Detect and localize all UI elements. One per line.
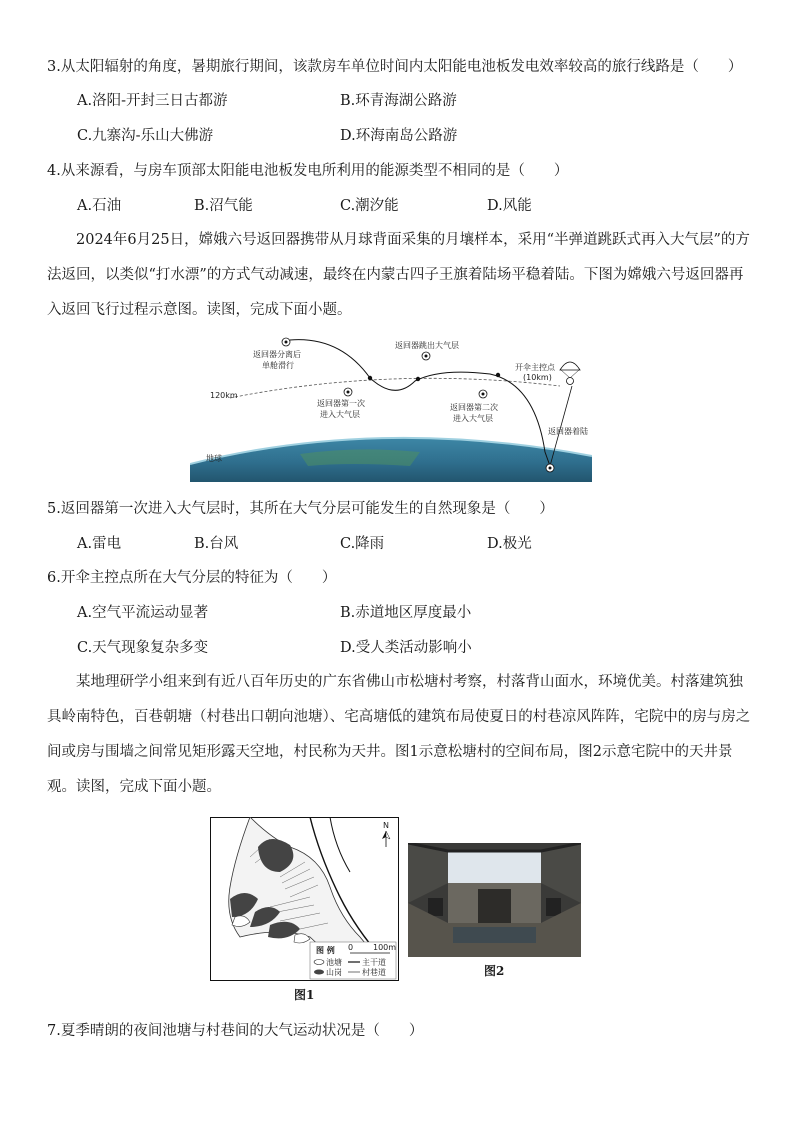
label-first: 返回器第一次 — [317, 399, 365, 408]
q6-stem: 6.开伞主控点所在大气分层的特征为（ ） — [47, 570, 337, 586]
label-exit: 返回器跳出大气层 — [395, 341, 459, 350]
legend-pond-symbol — [314, 960, 324, 965]
q3-option-a: A.洛阳-开封三日古都游 — [77, 93, 228, 109]
label-separate2: 单舱滑行 — [262, 361, 294, 370]
q6-option-b: B.赤道地区厚度最小 — [340, 605, 472, 621]
q5-stem: 5.返回器第一次进入大气层时，其所在大气分层可能发生的自然现象是（ ） — [47, 501, 554, 517]
second-entry-point — [496, 373, 500, 377]
scale-0: 0 — [348, 943, 354, 952]
legend-hill: 山岗 — [326, 968, 342, 977]
legend-pond: 池塘 — [326, 958, 342, 967]
label-separate: 返回器分离后 — [253, 350, 301, 359]
reentry-diagram — [190, 326, 592, 482]
capsule-icon — [479, 390, 487, 398]
label-landing: 返回器着陆 — [548, 427, 588, 436]
atmosphere-120km-line — [230, 378, 560, 398]
q4-option-c: C.潮汐能 — [340, 198, 399, 214]
passage-change6: 2024年6月25日，嫦娥六号返回器携带从月球背面采集的月壤样本，采用“半弹道跳跃式再入大气层”的方法返回，以类似“打水漂”的方式气动减速，最终在内蒙古四子王旗着陆场平稳着陆。下图为嫦娥六号返回器再入返回飞行过程示意图。读图，完成下面小题。 — [47, 232, 750, 318]
q4-option-b: B.沼气能 — [194, 198, 253, 214]
legend-hill-symbol — [314, 970, 324, 975]
q7-stem: 7.夏季晴朗的夜间池塘与村巷间的大气运动状况是（ ） — [47, 1023, 424, 1039]
q5-option-c: C.降雨 — [340, 536, 385, 552]
courtyard-photo — [408, 843, 581, 957]
label-first2: 进入大气层 — [320, 410, 360, 419]
q3-option-d: D.环海南岛公路游 — [340, 128, 458, 144]
north-label: N — [383, 821, 389, 830]
q5-option-a: A.雷电 — [77, 536, 122, 552]
q6-option-a: A.空气平流运动显著 — [77, 605, 209, 621]
legend-main: 主干道 — [362, 958, 386, 967]
label-earth: 地球 — [206, 454, 222, 463]
sky-opening — [448, 851, 541, 883]
legend-title: 图 例 — [316, 946, 335, 955]
label-parachute2: (10km) — [523, 373, 552, 382]
q6-option-d: D.受人类活动影响小 — [340, 640, 472, 656]
q5-option-d: D.极光 — [487, 536, 532, 552]
q3-option-b: B.环青海湖公路游 — [340, 93, 457, 109]
label-second: 返回器第二次 — [450, 403, 498, 412]
capsule-icon — [282, 338, 290, 346]
exit-point — [416, 377, 420, 381]
first-entry-point — [368, 376, 372, 380]
figure2-caption: 图2 — [484, 964, 505, 978]
q3-option-c: C.九寨沟-乐山大佛游 — [77, 128, 214, 144]
capsule-icon — [422, 352, 430, 360]
village-map — [210, 817, 400, 982]
legend-lane: 村巷道 — [362, 968, 386, 977]
q4-stem: 4.从来源看，与房车顶部太阳能电池板发电所利用的能源类型不相同的是（ ） — [47, 163, 569, 179]
capsule-icon — [344, 388, 352, 396]
landed-capsule-icon — [546, 464, 554, 472]
passage-songtang: 某地理研学小组来到有近八百年历史的广东省佛山市松塘村考察，村落背山面水，环境优美。村落建筑独具岭南特色，百巷朝塘（村巷出口朝向池塘）、宅高塘低的建筑布局使夏日的村巷凉风阵阵，宅院中的房与房之间或房与围墙之间常见矩形露天空地，村民称为天井。图1示意松塘村的空间布局，图2示意宅院中的天井景观。读图，完成下面小题。 — [47, 674, 751, 795]
q4-option-a: A.石油 — [77, 198, 122, 214]
q6-option-c: C.天气现象复杂多变 — [77, 640, 209, 656]
label-120km: 120km — [210, 391, 238, 400]
label-parachute: 开伞主控点 — [515, 363, 555, 372]
q5-option-b: B.台风 — [194, 536, 239, 552]
q3-stem: 3.从太阳辐射的角度，暑期旅行期间，该款房车单位时间内太阳能电池板发电效率较高的旅行线路是（ ） — [47, 59, 743, 75]
courtyard-pool — [453, 927, 536, 943]
scale-100: 100m — [373, 943, 397, 952]
doorway — [478, 889, 511, 923]
label-second2: 进入大气层 — [453, 414, 493, 423]
parachute-icon — [560, 362, 580, 385]
q4-option-d: D.风能 — [487, 198, 532, 214]
figure1-caption: 图1 — [294, 988, 315, 1002]
